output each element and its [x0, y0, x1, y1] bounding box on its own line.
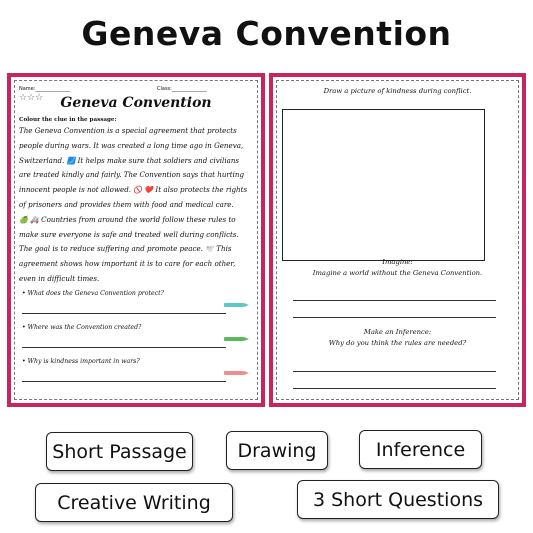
passage-line: 🍏 🚑 Countries from around the world follow these rules to	[19, 214, 236, 224]
worksheet-page-activities	[269, 73, 526, 407]
tag-3-short-questions: 3 Short Questions	[297, 480, 499, 519]
tag-creative-writing: Creative Writing	[35, 483, 233, 522]
writing-line[interactable]	[293, 388, 496, 389]
question-2: • Where was the Convention created?	[22, 324, 142, 331]
pencil-icon	[224, 303, 244, 307]
passage-line: The goal is to reduce suffering and promote peace. 🕊️ This	[19, 244, 232, 254]
passage-line: The Geneva Convention is a special agreement that protects	[19, 126, 237, 135]
passage-line: make sure everyone is safe and treated well during conflicts.	[19, 229, 239, 239]
inference-prompt: Why do you think the rules are needed?	[328, 339, 467, 347]
name-field-label: Name:______________	[19, 86, 71, 92]
drawing-box[interactable]	[282, 109, 485, 261]
worksheet-heading: Geneva Convention	[60, 95, 212, 111]
passage-line: people during wars. It was created a long time ago in Geneva,	[19, 140, 244, 150]
tag-drawing: Drawing	[226, 431, 328, 470]
star-rating-icon: ☆☆☆	[19, 93, 44, 103]
passage-line: of prisoners and provides them with food and medical care.	[19, 199, 234, 209]
passage-line: Switzerland. 🗾 It helps make sure that soldiers and civilians	[19, 155, 240, 165]
passage-line: are treated kindly and fairly. The Convention says that hurting	[19, 170, 245, 180]
tag-inference: Inference	[359, 430, 482, 469]
question-1: • What does the Geneva Convention protect?	[22, 290, 164, 297]
pencil-icon	[224, 337, 244, 341]
answer-line-3[interactable]	[22, 381, 226, 382]
writing-line[interactable]	[293, 371, 496, 372]
class-field-label: Class:______________	[157, 86, 207, 92]
imagine-prompt: Imagine a world without the Geneva Convention.	[312, 269, 483, 277]
passage-line: agreement shows how important it is to care for each other,	[19, 259, 236, 269]
inference-label: Make an Inference:	[363, 328, 432, 336]
passage-line: even in difficult times.	[19, 273, 100, 283]
drawing-prompt: Draw a picture of kindness during conflict.	[323, 87, 472, 95]
pencil-icon	[224, 371, 244, 375]
answer-line-1[interactable]	[22, 313, 226, 314]
page-title: Geneva Convention	[81, 14, 452, 53]
passage-line: innocent people is not allowed. 🚫 ❤️ It also protects the rights	[19, 185, 248, 195]
passage	[19, 124, 255, 287]
tag-short-passage: Short Passage	[46, 432, 193, 471]
imagine-label: Imagine:	[382, 258, 413, 266]
writing-line[interactable]	[293, 300, 496, 301]
question-3: • Why is kindness important in wars?	[22, 358, 140, 365]
writing-line[interactable]	[293, 317, 496, 318]
answer-line-2[interactable]	[22, 347, 226, 348]
worksheet-page-passage	[7, 73, 265, 407]
instruction-text: Colour the clue in the passage:	[19, 117, 117, 123]
